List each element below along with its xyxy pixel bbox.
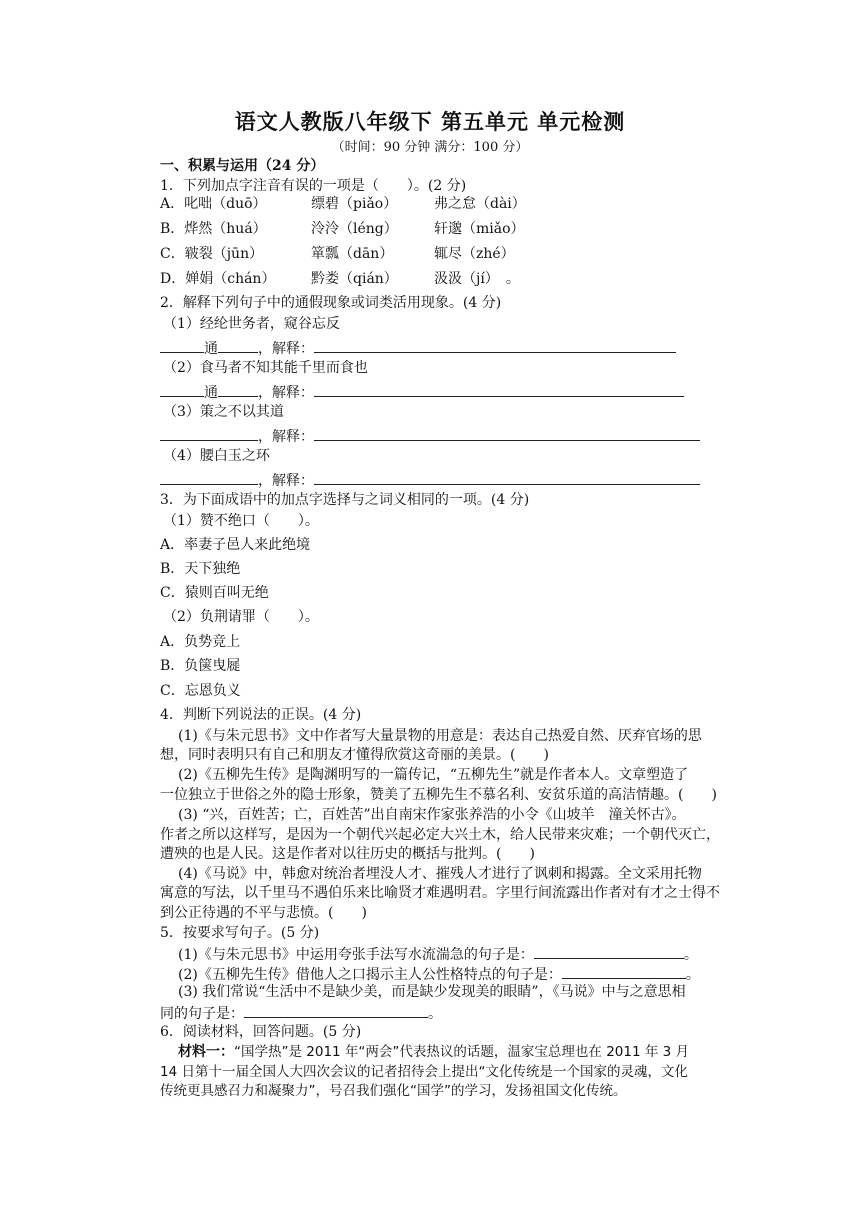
q2-sentence-1: （1）经纶世务者，窥谷忘反 xyxy=(163,316,340,332)
q1-stem: 1．下列加点字注音有误的一项是（ ）。(2 分) xyxy=(160,178,467,194)
q1-option-d-2: 黔娄（qián） xyxy=(311,271,398,287)
q4-line: 遭殃的也是人民。这是作者对以往历史的概括与批判。( ) xyxy=(160,846,535,862)
page-subtitle: （时间：90 分钟 满分：100 分） xyxy=(331,140,529,155)
answer-blank[interactable] xyxy=(314,382,684,397)
q5-stem: 5．按要求写句子。(5 分) xyxy=(160,925,320,941)
answer-blank[interactable] xyxy=(244,1003,428,1018)
answer-blank[interactable] xyxy=(314,470,700,485)
q2-sentence-2: （2）食马者不知其能千里而食也 xyxy=(163,360,368,376)
q4-line: 到公正待遇的不平与悲愤。( ) xyxy=(160,905,367,921)
q6-material-line-1: 材料一：“国学热”是 2011 年“两会”代表热议的话题，温家宝总理也在 2011 年 3 月 xyxy=(178,1044,690,1060)
q6-material-line-3: 传统更具感召力和凝聚力”，号召我们强化“国学”的学习，发扬祖国文化传统。 xyxy=(160,1083,627,1099)
answer-blank[interactable] xyxy=(534,944,684,959)
page-title: 语文人教版八年级下 第五单元 单元检测 xyxy=(234,109,626,134)
q3-stem: 3．为下面成语中的加点字选择与之词义相同的一项。(4 分) xyxy=(160,492,530,508)
q3-part2: （2）负荆请罪（ ）。 xyxy=(163,609,319,625)
answer-blank[interactable] xyxy=(218,338,258,353)
q6-stem: 6．阅读材料，回答问题。(5 分) xyxy=(160,1024,362,1040)
q5-line-4: 同的句子是： 。 xyxy=(160,1003,442,1023)
q2-sentence-4: （4）腰白玉之环 xyxy=(163,448,270,464)
q5-line-1: (1)《与朱元思书》中运用夸张手法写水流湍急的句子是： 。 xyxy=(178,944,698,964)
q4-line: 作者之所以这样写，是因为一个朝代兴起必定大兴土木，给人民带来灾难；一个朝代灭亡， xyxy=(160,827,720,843)
q3-p1-option-b: B．天下独绝 xyxy=(160,561,241,577)
answer-blank[interactable] xyxy=(160,426,258,441)
q4-line: (3) “兴，百姓苦；亡，百姓苦”出自南宋作家张养浩的小令《山坡羊 潼关怀古》。 xyxy=(178,807,686,823)
q4-line: 想，同时表明只有自己和朋友才懂得欣赏这奇丽的美景。( ) xyxy=(160,747,549,763)
answer-blank[interactable] xyxy=(160,338,204,353)
q1-option-d-1: D．婵娟（chán） xyxy=(160,271,276,287)
q3-p1-option-a: A．率妻子邑人来此绝境 xyxy=(160,537,311,553)
q1-option-a-1: A．叱咄（duō） xyxy=(160,196,267,212)
answer-blank[interactable] xyxy=(160,382,204,397)
q1-option-c-1: C．皲裂（jūn） xyxy=(160,246,264,262)
q3-part1: （1）赞不绝口（ ）。 xyxy=(163,513,319,529)
answer-blank[interactable] xyxy=(314,338,676,353)
q3-p2-option-b: B．负箧曳屣 xyxy=(160,658,241,674)
material-label: 材料一： xyxy=(178,1044,234,1060)
q2-answer-line-2: 通 ，解释： xyxy=(160,382,684,402)
answer-blank[interactable] xyxy=(218,382,258,397)
q2-answer-line-1: 通 ，解释： xyxy=(160,338,676,358)
q4-line: 一位独立于世俗之外的隐士形象，赞美了五柳先生不慕名利、安贫乐道的高洁情趣。( ) xyxy=(160,787,717,803)
q4-line: (1)《与朱元思书》文中作者写大量景物的用意是：表达自己热爱自然、厌弃官场的思 xyxy=(178,728,702,744)
q2-stem: 2．解释下列句子中的通假现象或词类活用现象。(4 分) xyxy=(160,295,502,311)
q6-material-line-2: 14 日第十一届全国人大四次会议的记者招待会上提出“文化传统是一个国家的灵魂，文化 xyxy=(160,1064,688,1080)
q3-p1-option-c: C．猿则百叫无绝 xyxy=(160,585,269,601)
q5-line-3: (3) 我们常说“生活中不是缺少美，而是缺少发现美的眼睛”，《马说》中与之意思相 xyxy=(178,984,686,1000)
q4-line: 寓意的写法，以千里马不遇伯乐来比喻贤才难遇明君。字里行间流露出作者对有才之士得不 xyxy=(160,885,720,901)
q1-option-c-2: 箪瓢（dān） xyxy=(311,246,394,262)
q4-stem: 4．判断下列说法的正误。(4 分) xyxy=(160,707,362,723)
q1-option-c-3: 辄尽（zhé） xyxy=(434,246,515,262)
q2-answer-line-3: ，解释： xyxy=(160,426,700,446)
answer-blank[interactable] xyxy=(314,426,700,441)
answer-blank[interactable] xyxy=(160,470,258,485)
q1-option-b-3: 轩邈（miǎo） xyxy=(434,221,525,237)
q2-sentence-3: （3）策之不以其道 xyxy=(163,404,284,420)
q4-line: (2)《五柳先生传》是陶渊明写的一篇传记，“五柳先生”就是作者本人。文章塑造了 xyxy=(178,767,689,783)
q3-p2-option-a: A．负势竞上 xyxy=(160,634,241,650)
q1-option-a-3: 弗之怠（dài） xyxy=(434,196,526,212)
q3-p2-option-c: C．忘恩负义 xyxy=(160,683,241,699)
q1-option-b-1: B．烨然（huá） xyxy=(160,221,267,237)
q1-option-b-2: 泠泠（léng） xyxy=(311,221,398,237)
section-heading: 一、积累与运用（24 分） xyxy=(160,158,325,174)
answer-blank[interactable] xyxy=(562,964,686,979)
q1-option-a-2: 缥碧（piǎo） xyxy=(311,196,398,212)
q4-line: (4)《马说》中，韩愈对统治者埋没人才、摧残人才进行了讽刺和揭露。全文采用托物 xyxy=(178,866,702,882)
q5-line-2: (2)《五柳先生传》借他人之口揭示主人公性格特点的句子是： 。 xyxy=(178,964,700,984)
q2-answer-line-4: ，解释： xyxy=(160,470,700,490)
q1-option-d-3: 汲汲（jí） 。 xyxy=(434,271,520,287)
